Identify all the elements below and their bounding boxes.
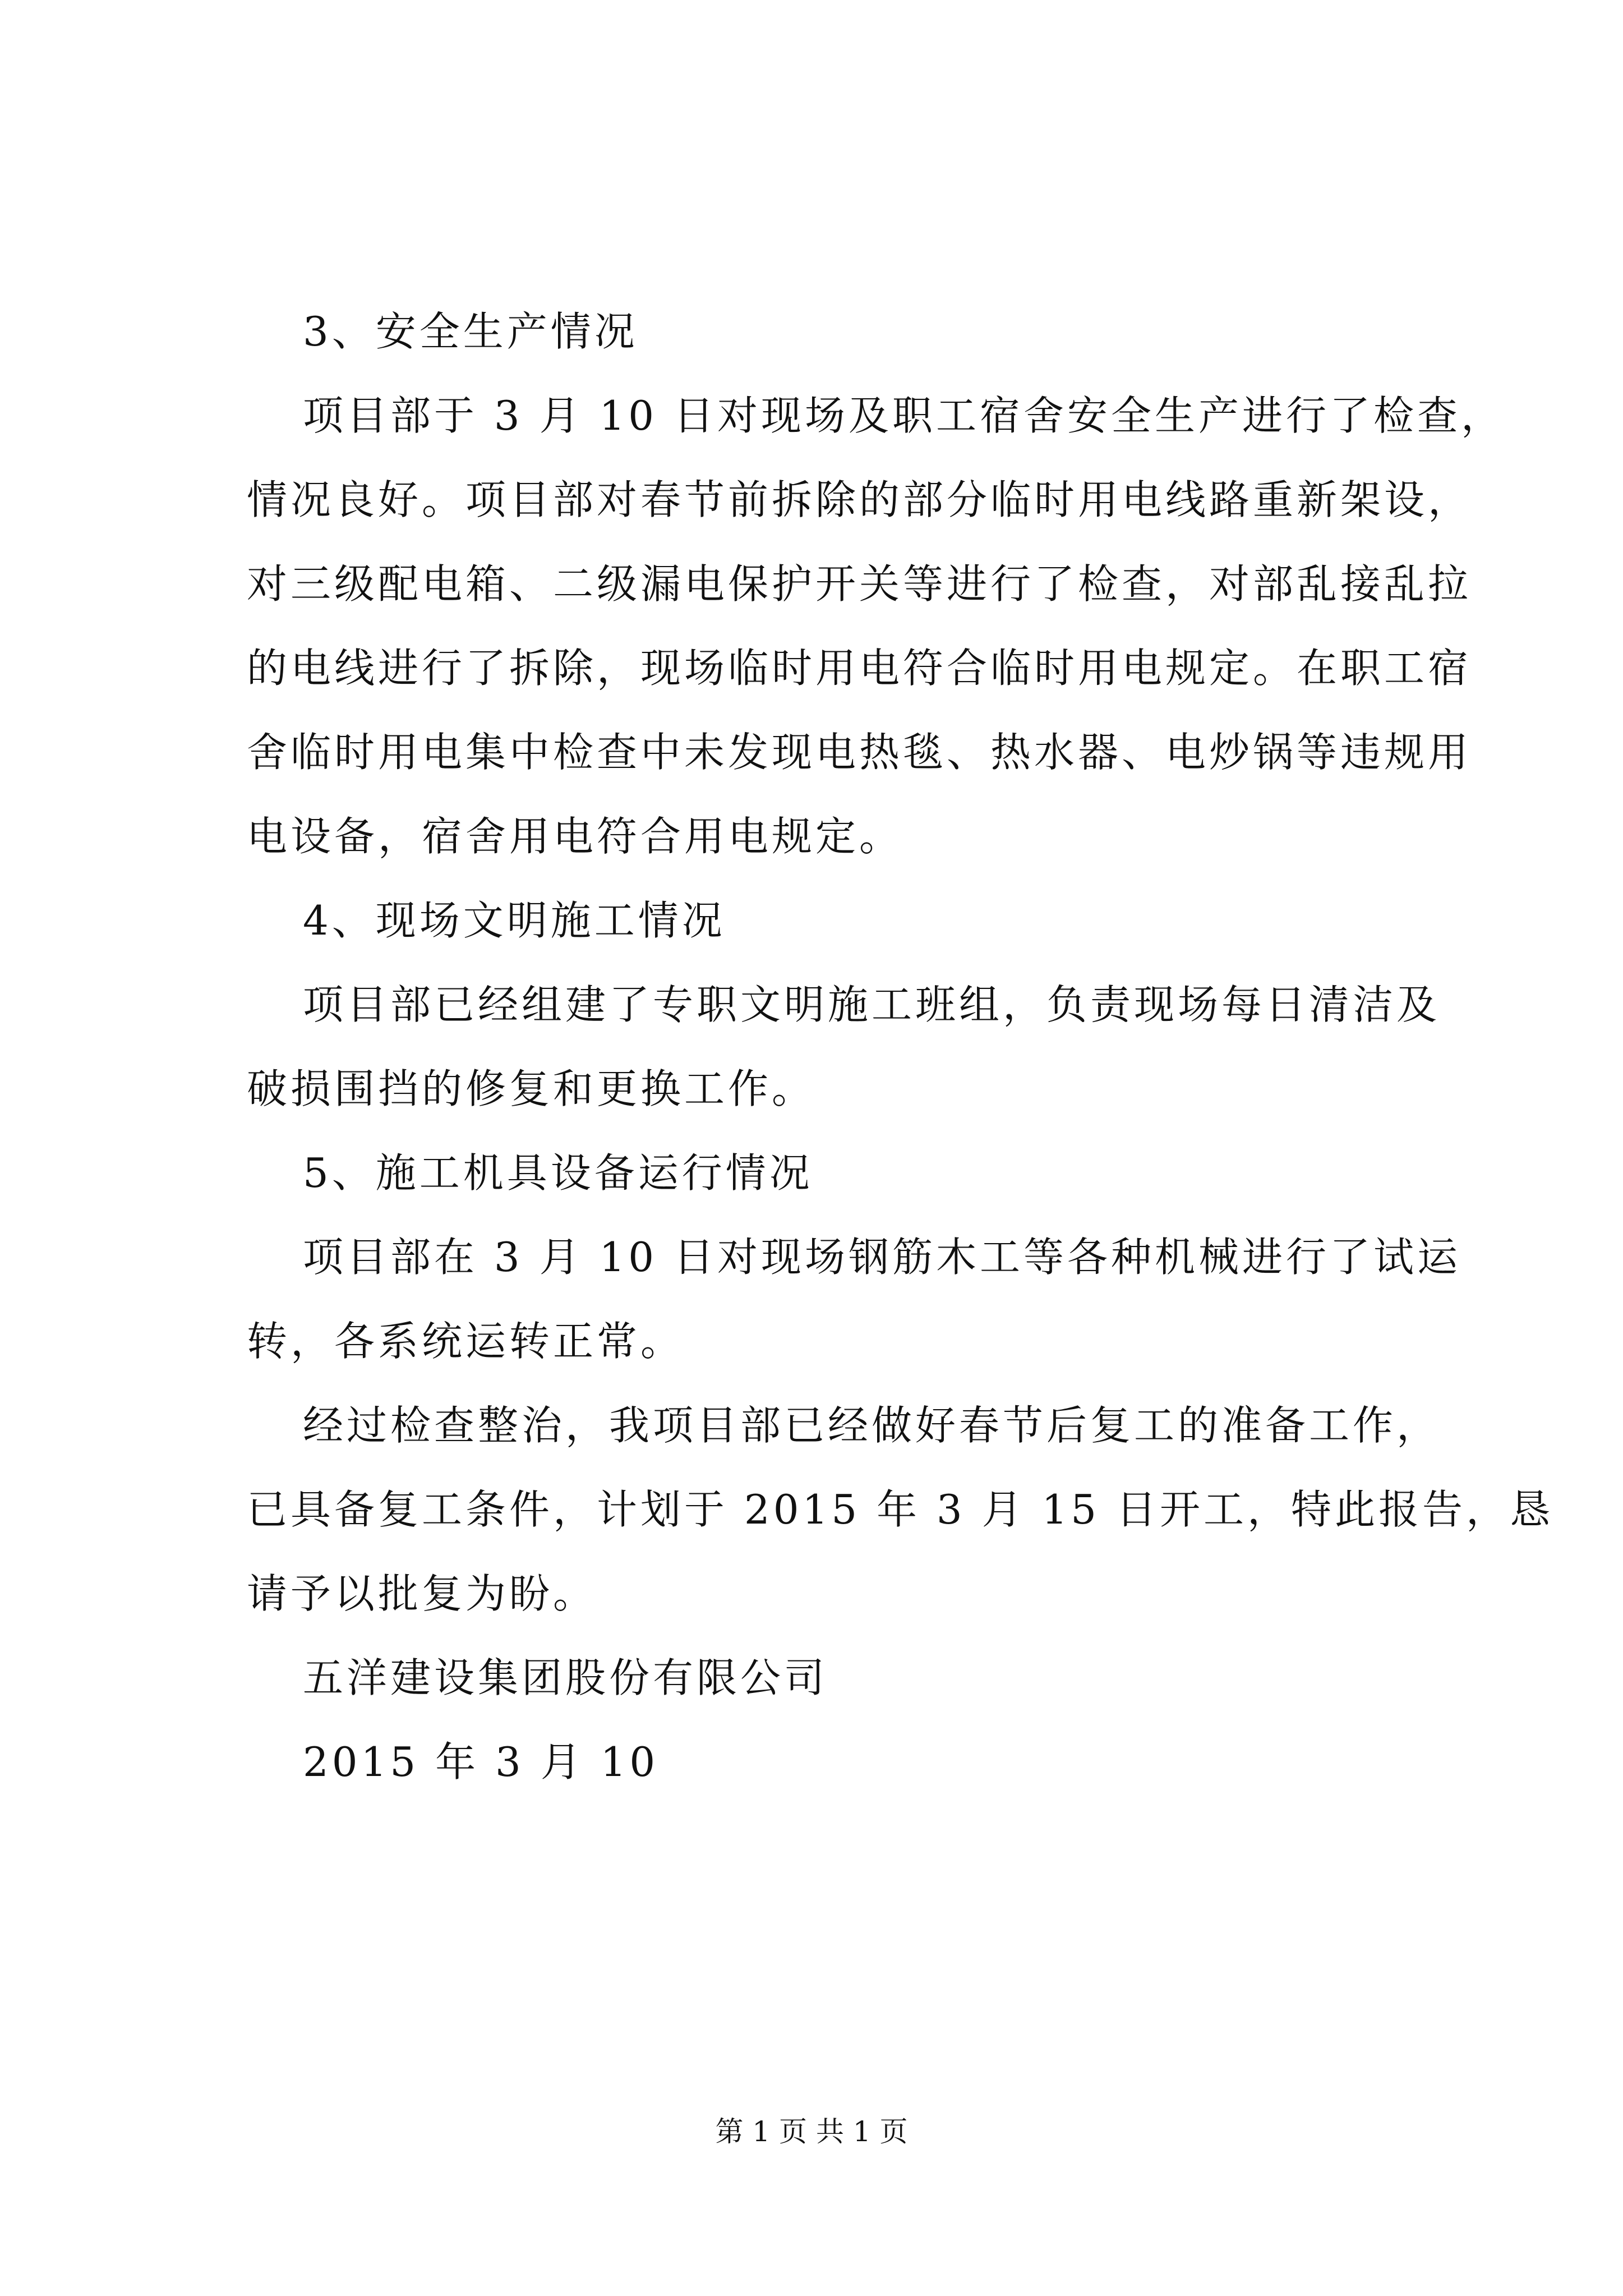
paragraph-line: 情况良好。项目部对春节前拆除的部分临时用电线路重新架设， bbox=[247, 476, 1472, 523]
paragraph-line: 电设备，宿舍用电符合用电规定。 bbox=[247, 813, 903, 860]
page-footer: 第 1 页 共 1 页 bbox=[715, 2115, 908, 2148]
paragraph-line: 请予以批复为盼。 bbox=[247, 1570, 597, 1617]
paragraph-line: 舍临时用电集中检查中未发现电热毯、热水器、电炒锅等违规用 bbox=[247, 729, 1472, 776]
paragraph-line: 的电线进行了拆除，现场临时用电符合临时用电规定。在职工宿 bbox=[247, 645, 1472, 692]
paragraph-line: 转，各系统运转正常。 bbox=[247, 1318, 685, 1365]
signature-company: 五洋建设集团股份有限公司 bbox=[303, 1654, 828, 1701]
paragraph-line: 项目部在 3 月 10 日对现场钢筋木工等各种机械进行了试运 bbox=[303, 1234, 1461, 1281]
paragraph-line: 对三级配电箱、二级漏电保护开关等进行了检查，对部乱接乱拉 bbox=[247, 560, 1472, 608]
paragraph-line: 经过检查整治，我项目部已经做好春节后复工的准备工作， bbox=[303, 1402, 1441, 1449]
paragraph-line: 项目部于 3 月 10 日对现场及职工宿舍安全生产进行了检查， bbox=[303, 392, 1505, 439]
paragraph-line: 破损围挡的修复和更换工作。 bbox=[247, 1065, 816, 1112]
section-heading-safety: 3、安全生产情况 bbox=[303, 308, 638, 355]
section-heading-equipment: 5、施工机具设备运行情况 bbox=[303, 1149, 813, 1197]
section-heading-civilized-construction: 4、现场文明施工情况 bbox=[303, 897, 726, 944]
paragraph-line: 项目部已经组建了专职文明施工班组，负责现场每日清洁及 bbox=[303, 981, 1441, 1028]
paragraph-line: 已具备复工条件，计划于 2015 年 3 月 15 日开工，特此报告，恳 bbox=[247, 1486, 1553, 1533]
signature-date: 2015 年 3 月 10 bbox=[303, 1738, 659, 1786]
